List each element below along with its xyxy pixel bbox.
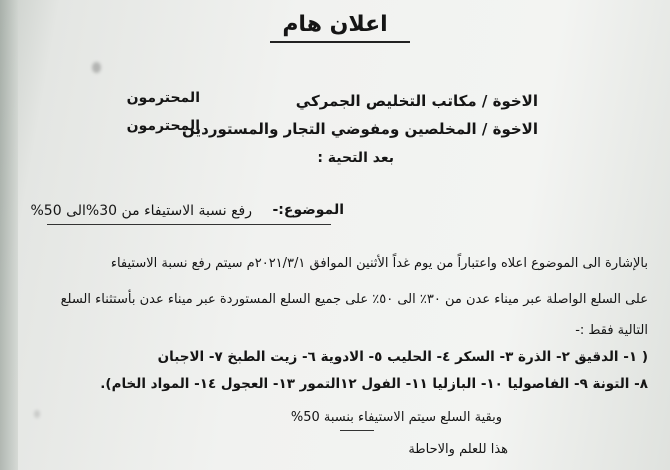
- ink-smudge: [34, 410, 40, 418]
- body-line-2: على السلع الواصلة عبر ميناء عدن من ٣٠٪ الى ٥٠٪ على جميع السلع المستوردة عبر ميناء عدن بأستثناء السلع: [60, 292, 648, 307]
- recipient-line-2: الاخوة / المخلصين ومفوضي التجار والمستوردين: [181, 120, 538, 138]
- subject-value: رفع نسبة الاستيفاء من 30%الى 50%: [30, 203, 252, 219]
- exempt-goods-line-2: ٨- التونة ٩- الفاصوليا ١٠- البازليا ١١- الفول ١٢التمور ١٣- العجول ١٤- المواد الخام).: [100, 376, 648, 392]
- recipient-line-1: الاخوة / مكاتب التخليص الجمركي: [295, 92, 538, 110]
- closing-line: هذا للعلم والاحاطة: [408, 442, 508, 457]
- paper-shadow-edge: [0, 0, 18, 470]
- body-line-3: التالية فقط :-: [575, 323, 648, 338]
- heading-underline: [270, 41, 410, 43]
- ink-smudge: [92, 62, 101, 73]
- subject-label: الموضوع:-: [272, 202, 344, 218]
- remainder-note: وبقية السلع سيتم الاستيفاء بنسبة 50%: [290, 410, 502, 425]
- exempt-goods-line-1: ( ١- الدقيق ٢- الذرة ٣- السكر ٤- الحليب ٥- الادوية ٦- زيت الطبخ ٧- الاجبان: [157, 349, 648, 365]
- body-line-1: بالإشارة الى الموضوع اعلاه واعتباراً من يوم غداً الأثنين الموافق ٢٠٢١/٣/١م سيتم رفع نسبة الاستيفاء: [110, 256, 648, 271]
- honorific-2: المحترمون: [126, 118, 200, 134]
- remainder-underline: [340, 430, 374, 431]
- subject-underline: [47, 224, 331, 225]
- document-heading: اعلان هام: [282, 12, 388, 37]
- honorific-1: المحترمون: [126, 90, 200, 106]
- greeting: بعد التحية :: [317, 150, 394, 166]
